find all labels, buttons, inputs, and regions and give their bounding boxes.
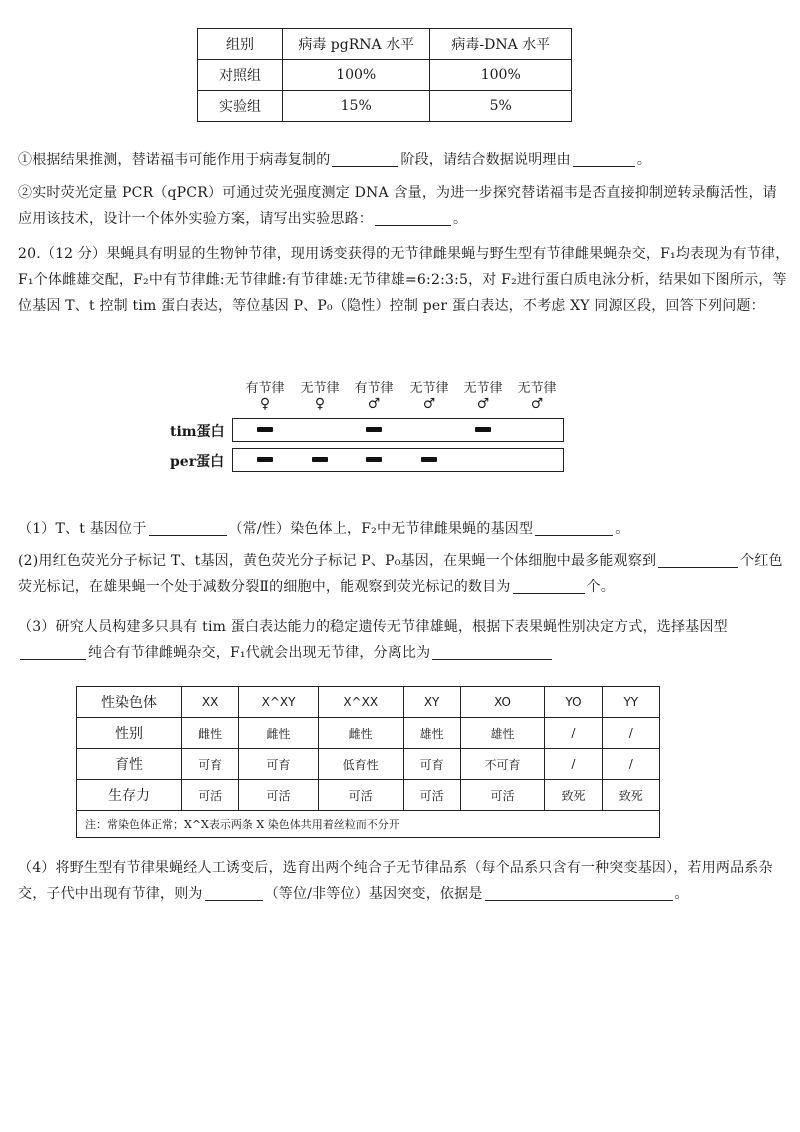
answer-blank[interactable] xyxy=(375,209,451,226)
table-header-cell: X^XX xyxy=(318,687,403,718)
q19-item-1 xyxy=(18,147,790,173)
table-cell: 雌性 xyxy=(182,718,239,749)
virus-level-table xyxy=(197,28,572,122)
female-icon: ♀ xyxy=(259,396,271,412)
gel-lane-header xyxy=(404,381,454,411)
table-header-row xyxy=(77,687,660,718)
gel-lane-label: 无节律 xyxy=(463,381,503,396)
table-row xyxy=(77,780,660,811)
table-cell: 育性 xyxy=(77,749,182,780)
q20-part-1-text-a: （1）T、t 基因位于 xyxy=(18,521,147,537)
table-row xyxy=(77,749,660,780)
gel-lane-header xyxy=(458,381,508,411)
answer-blank[interactable] xyxy=(332,150,398,167)
tim-band xyxy=(257,427,273,432)
table-cell: 性别 xyxy=(77,718,182,749)
table-cell: 生存力 xyxy=(77,780,182,811)
q19-item-2-text-b: 。 xyxy=(453,211,468,227)
answer-blank[interactable] xyxy=(485,884,673,901)
q20-part-2-text-b: 个红色荧光标记，在雄果蝇一个处于减数分裂Ⅱ的细胞中，能观察到荧光标记的数目为 xyxy=(18,553,783,595)
table-cell: / xyxy=(545,749,602,780)
table-cell: / xyxy=(602,718,659,749)
gel-lane-header xyxy=(512,381,562,411)
tim-band xyxy=(475,427,491,432)
q20-part-2-text-c: 个。 xyxy=(586,579,615,595)
table-row xyxy=(198,91,572,122)
table-cell: 可育 xyxy=(182,749,239,780)
per-lane-box xyxy=(232,448,564,472)
gel-lane-label: 有节律 xyxy=(354,381,394,396)
female-icon: ♀ xyxy=(314,396,326,412)
table-cell: 雌性 xyxy=(239,718,319,749)
q20-part-3-text-b: 纯合有节律雌蝇杂交，F₁代就会出现无节律，分离比为 xyxy=(88,645,431,661)
table-cell: 可活 xyxy=(239,780,319,811)
answer-blank[interactable] xyxy=(20,643,86,660)
answer-blank[interactable] xyxy=(149,519,227,536)
answer-blank[interactable] xyxy=(658,551,738,568)
table-row xyxy=(77,718,660,749)
table-row xyxy=(198,60,572,91)
per-band xyxy=(312,457,328,462)
answer-blank[interactable] xyxy=(573,150,635,167)
q20-part-3 xyxy=(18,614,790,666)
gel-lane-header xyxy=(295,381,345,411)
q20-part-4 xyxy=(18,855,790,907)
table-note-row xyxy=(77,811,660,838)
table-cell: 雄性 xyxy=(403,718,460,749)
q20-part-1 xyxy=(18,516,790,542)
tim-lane-box xyxy=(232,418,564,442)
table-cell: 雌性 xyxy=(318,718,403,749)
gel-lane-header xyxy=(349,381,399,411)
q20-part-4-text-a: （4）将野生型有节律果蝇经人工诱变后，选育出两个纯合子无节律品系（每个品系只含有一种突变基因），若用两品系杂交，子代中出现有节律，则为 xyxy=(18,860,773,902)
gel-lane-label: 无节律 xyxy=(300,381,340,396)
answer-blank[interactable] xyxy=(432,643,552,660)
table-cell: 可活 xyxy=(403,780,460,811)
answer-blank[interactable] xyxy=(535,519,613,536)
q20-part-4-text-c: 。 xyxy=(674,886,689,902)
table-cell: 对照组 xyxy=(198,60,283,91)
table-header-cell: XY xyxy=(403,687,460,718)
table-cell: 低育性 xyxy=(318,749,403,780)
per-row-label: per蛋白 xyxy=(170,454,225,470)
q20-part-1-text-c: 。 xyxy=(615,521,630,537)
table-header-row xyxy=(198,29,572,60)
q20-part-3-text-a: （3）研究人员构建多只具有 tim 蛋白表达能力的稳定遗传无节律雄蝇，根据下表果蝇性别决定方式，选择基因型 xyxy=(18,619,728,635)
answer-blank[interactable] xyxy=(513,577,585,594)
table-cell: 可活 xyxy=(318,780,403,811)
q20-part-2 xyxy=(18,548,790,600)
per-band xyxy=(257,457,273,462)
male-icon: ♂ xyxy=(530,396,544,412)
table-cell: 5% xyxy=(430,91,572,122)
gel-lane-label: 有节律 xyxy=(245,381,285,396)
table-header-cell: 性染色体 xyxy=(77,687,182,718)
table-cell: 100% xyxy=(430,60,572,91)
male-icon: ♂ xyxy=(367,396,381,412)
table-header-cell: YO xyxy=(545,687,602,718)
q19-item-1-text-c: 。 xyxy=(636,152,652,168)
table-cell: 100% xyxy=(282,60,430,91)
table-header-cell: X^XY xyxy=(239,687,319,718)
table-header-cell: XO xyxy=(460,687,545,718)
table-cell: 可育 xyxy=(403,749,460,780)
gel-lane-label: 无节律 xyxy=(517,381,557,396)
q20-part-4-text-b: （等位/非等位）基因突变，依据是 xyxy=(264,886,483,902)
table-header-cell: 病毒-DNA 水平 xyxy=(430,29,572,60)
table-cell: / xyxy=(602,749,659,780)
gel-lane-header xyxy=(240,381,290,411)
q20-part-2-text-a: (2)用红色荧光分子标记 T、t基因，黄色荧光分子标记 P、P₀基因，在果蝇一个体细胞中最多能观察到 xyxy=(18,553,657,569)
tim-band xyxy=(366,427,382,432)
sex-determination-table xyxy=(76,686,660,838)
table-header-cell: 病毒 pgRNA 水平 xyxy=(282,29,430,60)
table-header-cell: YY xyxy=(602,687,659,718)
table-cell: 可育 xyxy=(239,749,319,780)
answer-blank[interactable] xyxy=(205,884,263,901)
table-cell: 实验组 xyxy=(198,91,283,122)
table-cell: 致死 xyxy=(602,780,659,811)
table-cell: 雄性 xyxy=(460,718,545,749)
gel-lane-label: 无节律 xyxy=(409,381,449,396)
table-cell: / xyxy=(545,718,602,749)
table-cell: 15% xyxy=(282,91,430,122)
table-header-cell: 组别 xyxy=(198,29,283,60)
tim-row-label: tim蛋白 xyxy=(170,424,225,440)
q19-item-2 xyxy=(18,180,790,232)
table-header-cell: XX xyxy=(182,687,239,718)
table-cell: 可活 xyxy=(182,780,239,811)
q20-intro: 20.（12 分）果蝇具有明显的生物钟节律，现用诱变获得的无节律雌果蝇与野生型有节律雌果蝇杂交，F₁均表现为有节律，F₁个体雌雄交配，F₂中有节律雌:无节律雌:有节律雄:无节律雄=6:2:3:5，对 F₂进行蛋白质电泳分析，结果如下图所示，等位基因 T、t 控制 tim 蛋白表达，等位基因 P、P₀（隐性）控制 per 蛋白表达，不考虑 XY 同源区段，回答下列问题： xyxy=(18,246,790,314)
q19-item-1-text-b: 阶段，请结合数据说明理由 xyxy=(400,152,571,168)
q20-part-1-text-b: （常/性）染色体上，F₂中无节律雌果蝇的基因型 xyxy=(228,521,534,537)
table-note: 注：常染色体正常；X^X表示两条 X 染色体共用着丝粒而不分开 xyxy=(77,811,660,838)
table-cell: 致死 xyxy=(545,780,602,811)
per-band xyxy=(421,457,437,462)
q19-item-2-text-a: ②实时荧光定量 PCR（qPCR）可通过荧光强度测定 DNA 含量，为进一步探究替诺福韦是否直接抑制逆转录酶活性，请应用该技术，设计一个体外实验方案，请写出实验思路： xyxy=(18,185,777,227)
male-icon: ♂ xyxy=(422,396,436,412)
table-cell: 不可育 xyxy=(460,749,545,780)
per-band xyxy=(366,457,382,462)
male-icon: ♂ xyxy=(476,396,490,412)
table-cell: 可活 xyxy=(460,780,545,811)
q19-item-1-text-a: ①根据结果推测，替诺福韦可能作用于病毒复制的 xyxy=(18,152,331,168)
